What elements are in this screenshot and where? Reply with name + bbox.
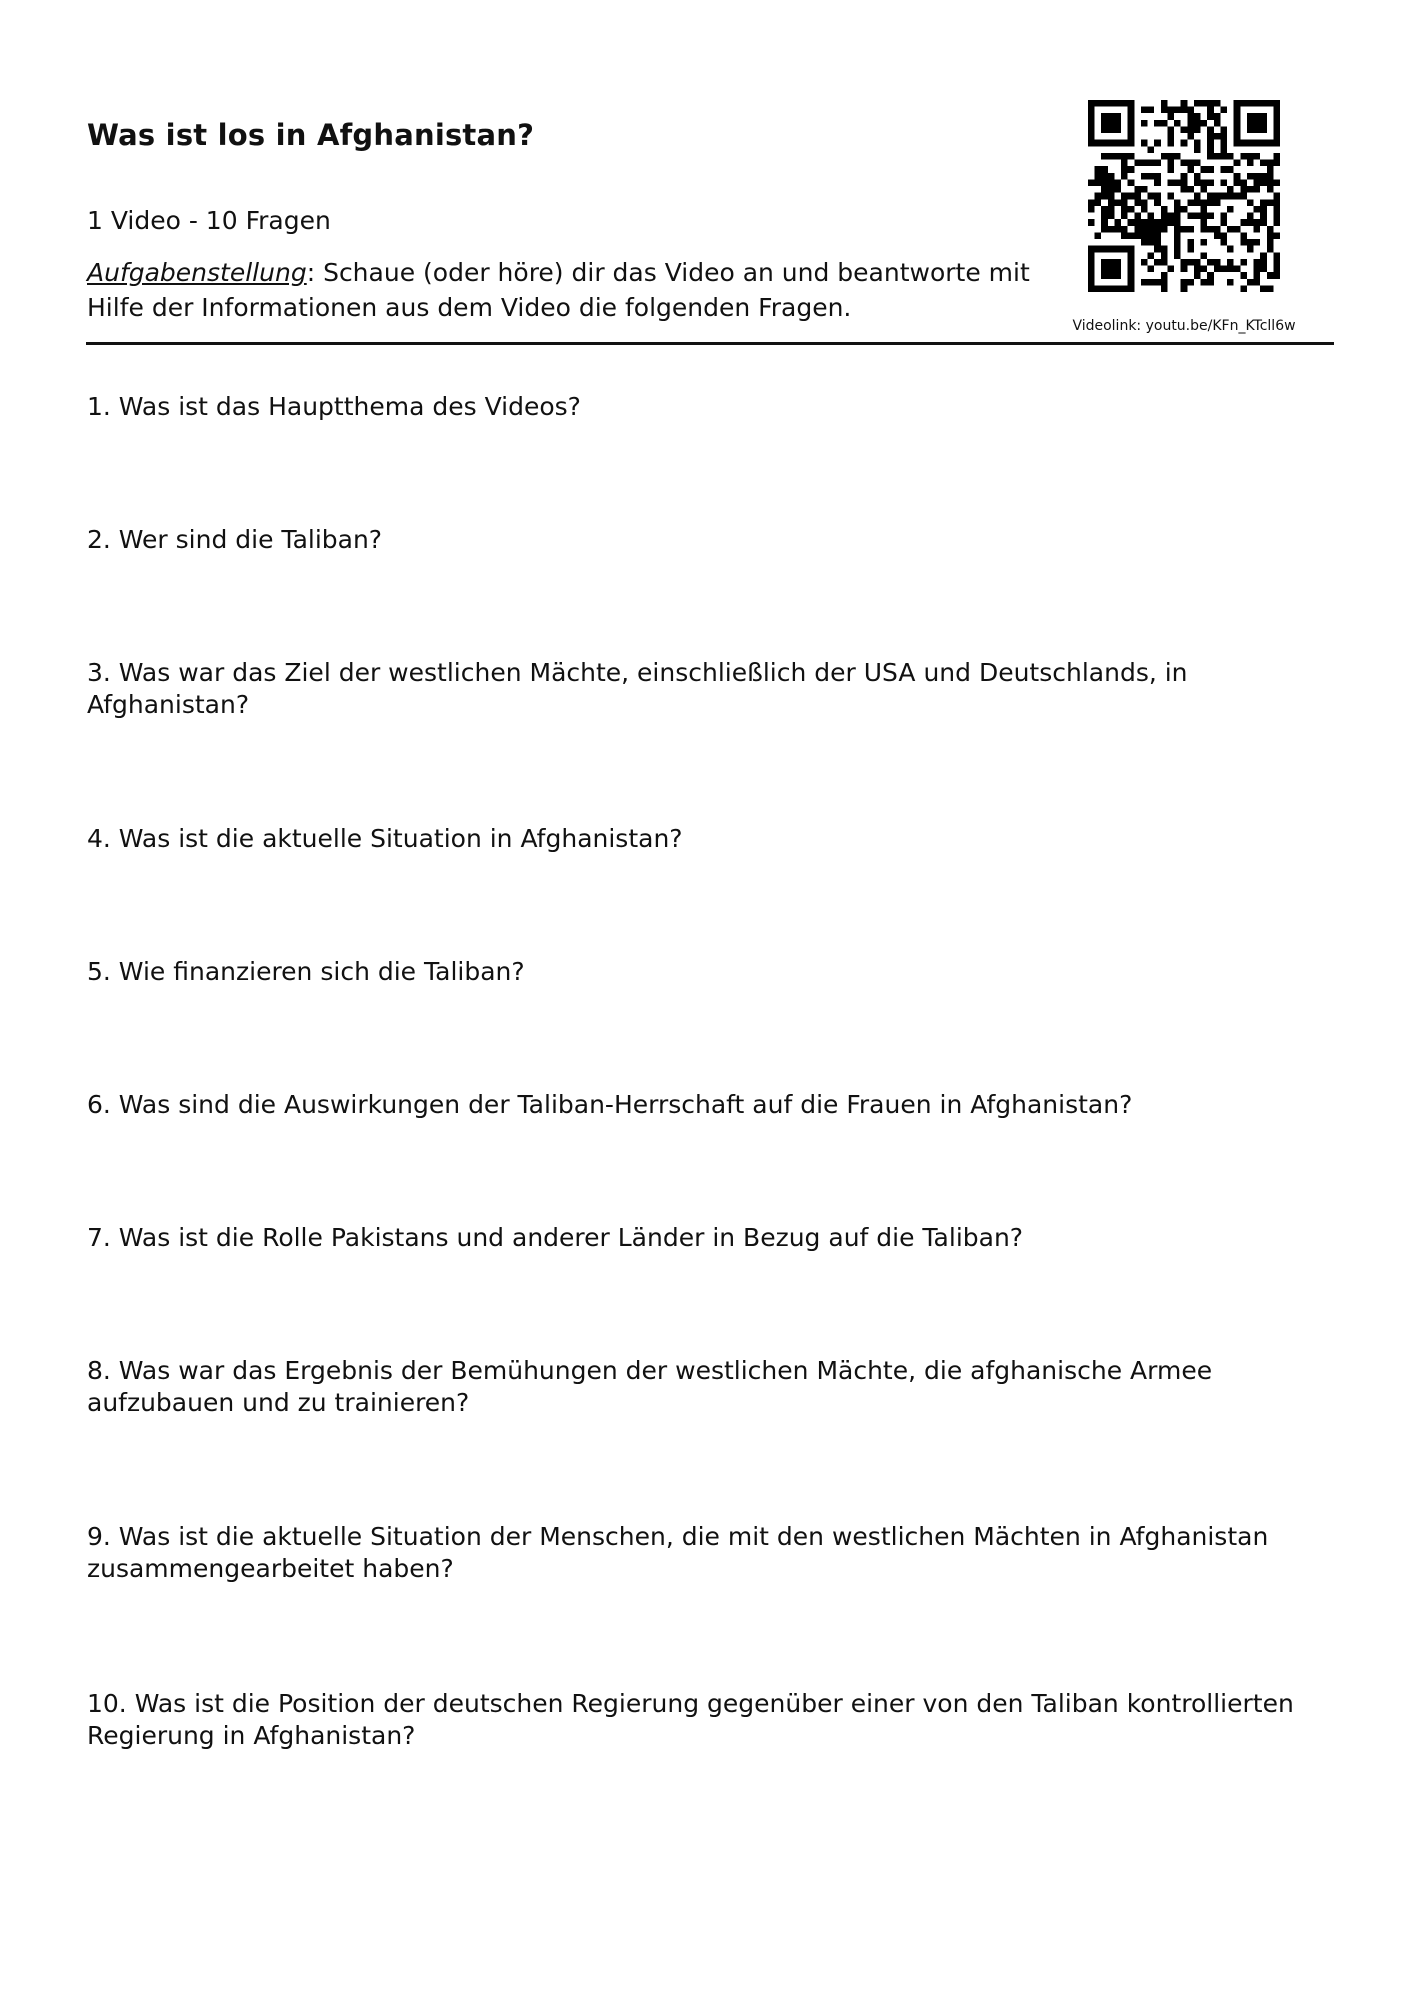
question-item: 2. Wer sind die Taliban? <box>87 525 383 554</box>
question-item: 9. Was ist die aktuelle Situation der Menschen, die mit den westlichen Mächten in Afghanistan zusammengearbeitet haben? <box>87 1522 1269 1583</box>
subtitle: 1 Video - 10 Fragen <box>87 206 331 235</box>
question-item: 7. Was ist die Rolle Pakistans und anderer Länder in Bezug auf die Taliban? <box>87 1223 1024 1252</box>
video-link[interactable]: Videolink: youtu.be/KFn_KTcll6w <box>1072 318 1296 334</box>
question-item: 10. Was ist die Position der deutschen Regierung gegenüber einer von den Taliban kontrollierten Regierung in Afghanistan? <box>87 1689 1294 1750</box>
question-item: 1. Was ist das Hauptthema des Videos? <box>87 392 581 421</box>
header-divider <box>86 342 1334 345</box>
question-item: 6. Was sind die Auswirkungen der Taliban-Herrschaft auf die Frauen in Afghanistan? <box>87 1090 1133 1119</box>
page-title: Was ist los in Afghanistan? <box>87 118 535 152</box>
qr-code-icon[interactable] <box>1088 100 1280 292</box>
question-item: 4. Was ist die aktuelle Situation in Afghanistan? <box>87 824 683 853</box>
task-label: Aufgabenstellung <box>87 258 307 287</box>
task-text: : Schaue (oder höre) dir das Video an und beantworte mit Hilfe der Informationen aus dem Video die folgenden Fragen. <box>87 258 1030 322</box>
question-item: 5. Wie finanzieren sich die Taliban? <box>87 957 525 986</box>
task-instructions <box>87 255 1047 325</box>
question-item: 8. Was war das Ergebnis der Bemühungen der westlichen Mächte, die afghanische Armee aufzubauen und zu trainieren? <box>87 1356 1213 1417</box>
question-item: 3. Was war das Ziel der westlichen Mächte, einschließlich der USA und Deutschlands, in Afghanistan? <box>87 658 1188 719</box>
